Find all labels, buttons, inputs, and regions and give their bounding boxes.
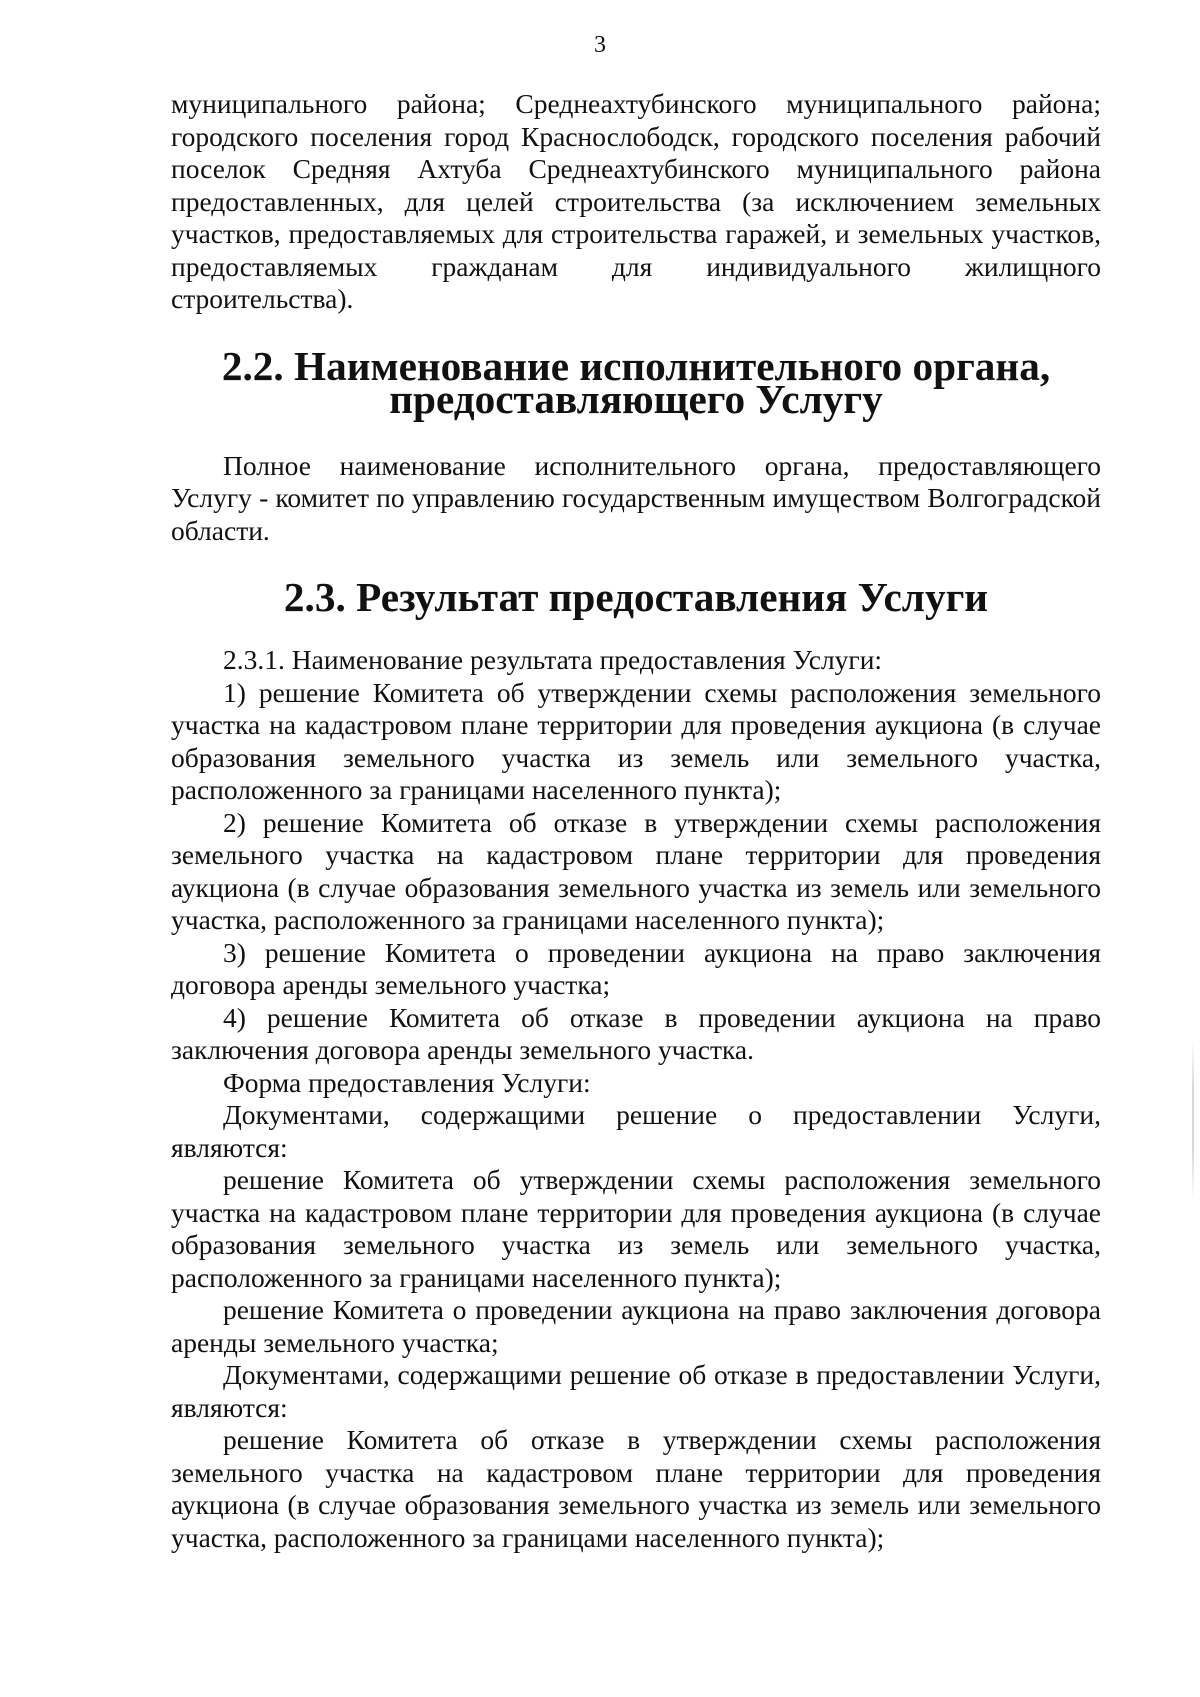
body-paragraph: 1) решение Комитета об утверждении схемы расположения земельного участка на кадастровом плане территории для проведения аукциона (в случае образования земельного участка из земель или земельного участка, расположенного за границами населенного пункта); bbox=[171, 676, 1101, 805]
body-paragraph: 4) решение Комитета об отказе в проведении аукциона на право заключения договора аренды земельного участка. bbox=[171, 1001, 1101, 1065]
body-paragraph: Документами, содержащими решение об отказе в предоставлении Услуги, являются: bbox=[171, 1359, 1101, 1423]
body-paragraph: Документами, содержащими решение о предоставлении Услуги, являются: bbox=[171, 1099, 1101, 1163]
body-paragraph: муниципального района; Среднеахтубинского муниципального района; городского поселения город Краснослободск, городского поселения рабочий поселок Средняя Ахтуба Среднеахтубинского муниципального района предоставленных, для целей строительства (за исключением земельных участков, предоставляемых для строительства гаражей, и земельных участков, предоставляемых гражданам для индивидуального жилищного строительства). bbox=[171, 88, 1101, 314]
body-paragraph: 2.3.1. Наименование результата предоставления Услуги: bbox=[223, 644, 883, 675]
body-paragraph: решение Комитета о проведении аукциона на право заключения договора аренды земельного участка; bbox=[171, 1294, 1101, 1358]
page-number: 3 bbox=[594, 32, 606, 58]
body-paragraph: Форма предоставления Услуги: bbox=[223, 1066, 591, 1098]
body-paragraph: решение Комитета об утверждении схемы расположения земельного участка на кадастровом плане территории для проведения аукциона (в случае образования земельного участка из земель или земельного участка, расположенного за границами населенного пункта); bbox=[171, 1164, 1101, 1293]
body-paragraph: 3) решение Комитета о проведении аукциона на право заключения договора аренды земельного участка; bbox=[171, 936, 1101, 1000]
document-body bbox=[171, 88, 1101, 1554]
scan-edge-mark bbox=[1192, 1040, 1194, 1200]
section-heading: 2.2. Наименование исполнительного органа, предоставляющего Услугу bbox=[221, 342, 1051, 422]
body-paragraph: Полное наименование исполнительного органа, предоставляющего Услугу - комитет по управлению государственным имуществом Волгоградской области. bbox=[171, 449, 1101, 546]
section-heading: 2.3. Результат предоставления Услуги bbox=[283, 574, 989, 620]
body-paragraph: 2) решение Комитета об отказе в утверждении схемы расположения земельного участка на кадастровом плане территории для проведения аукциона (в случае образования земельного участка из земель или земельного участка, расположенного за границами населенного пункта); bbox=[171, 806, 1101, 935]
body-paragraph: решение Комитета об отказе в утверждении схемы расположения земельного участка на кадастровом плане территории для проведения аукциона (в случае образования земельного участка из земель или земельного участка, расположенного за границами населенного пункта); bbox=[171, 1424, 1101, 1553]
